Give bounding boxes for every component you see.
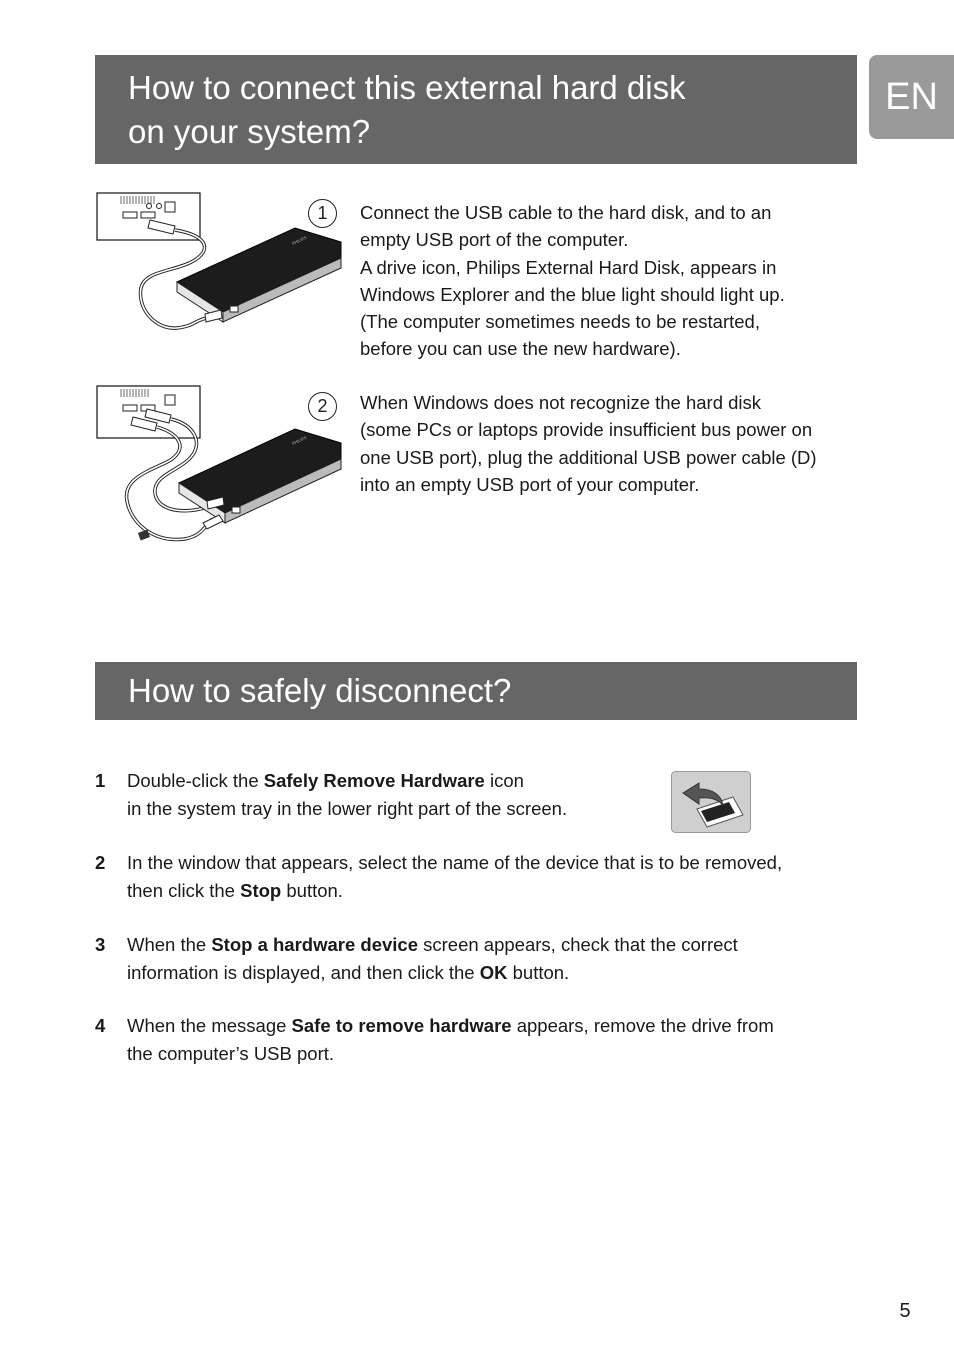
step-2-line: one USB port), plug the additional USB power cable (D) <box>360 446 817 468</box>
bold-term: Safe to remove hardware <box>291 1015 512 1036</box>
text-run: When the <box>127 934 212 955</box>
bold-term: Stop a hardware device <box>211 934 418 955</box>
step-2-line: into an empty USB port of your computer. <box>360 473 700 495</box>
step-2-text <box>360 389 857 498</box>
step-2-line: When Windows does not recognize the hard disk <box>360 392 762 413</box>
svg-text:PHILIPS: PHILIPS <box>291 434 308 446</box>
language-tab: EN <box>869 55 954 139</box>
list-item-line <box>127 959 857 987</box>
step-number-1-badge: 1 <box>308 199 337 228</box>
step-1-line: Connect the USB cable to the hard disk, and to an <box>360 202 772 223</box>
safely-remove-hardware-icon <box>671 771 751 833</box>
step-1-line: A drive icon, Philips External Hard Disk, appears in <box>360 256 777 278</box>
step-number-2-badge: 2 <box>308 392 337 421</box>
list-item-number: 4 <box>95 1015 106 1036</box>
list-item-line: in the system tray in the lower right part of the screen. <box>127 797 568 819</box>
list-item-line <box>127 1012 857 1040</box>
list-item-line <box>127 877 857 905</box>
text-run: button. <box>507 961 570 983</box>
list-item-number: 3 <box>95 934 106 955</box>
list-item-number: 2 <box>95 852 106 873</box>
list-item-line: In the window that appears, select the name of the device that is to be removed, <box>127 852 783 873</box>
text-run: then click the <box>127 879 241 901</box>
text-run: information is displayed, and then click the <box>127 961 480 983</box>
text-run: Double-click the <box>127 770 264 791</box>
step-1-line: (The computer sometimes needs to be restarted, <box>360 311 760 333</box>
list-item-line <box>127 931 857 959</box>
text-run: button. <box>281 879 343 901</box>
bold-term: Safely Remove Hardware <box>263 770 485 791</box>
text-run: When the message <box>127 1015 292 1036</box>
step-1-line: before you can use the new hardware). <box>360 338 681 360</box>
page-number: 5 <box>899 1300 911 1322</box>
step-1-line: empty USB port of the computer. <box>360 229 629 251</box>
bold-term: Stop <box>240 879 282 901</box>
svg-text:PHILIPS: PHILIPS <box>291 234 308 246</box>
section-title-line1: How to connect this external hard disk <box>128 69 686 106</box>
step-2-line: (some PCs or laptops provide insufficient bus power on <box>360 419 813 441</box>
text-run: appears, remove the drive from <box>511 1015 774 1036</box>
bold-term: OK <box>479 961 508 983</box>
section-title-connect <box>95 55 857 164</box>
step-1-text <box>360 199 857 363</box>
step-1-line: Windows Explorer and the blue light should light up. <box>360 283 785 305</box>
list-item-number: 1 <box>95 770 106 791</box>
text-run: screen appears, check that the correct <box>418 934 738 955</box>
list-item-line: the computer’s USB port. <box>127 1042 335 1064</box>
section-title-disconnect <box>95 662 857 720</box>
section-title-line2: on your system? <box>128 113 371 150</box>
section-title-text: How to safely disconnect? <box>128 672 512 709</box>
text-run: icon <box>484 770 524 791</box>
